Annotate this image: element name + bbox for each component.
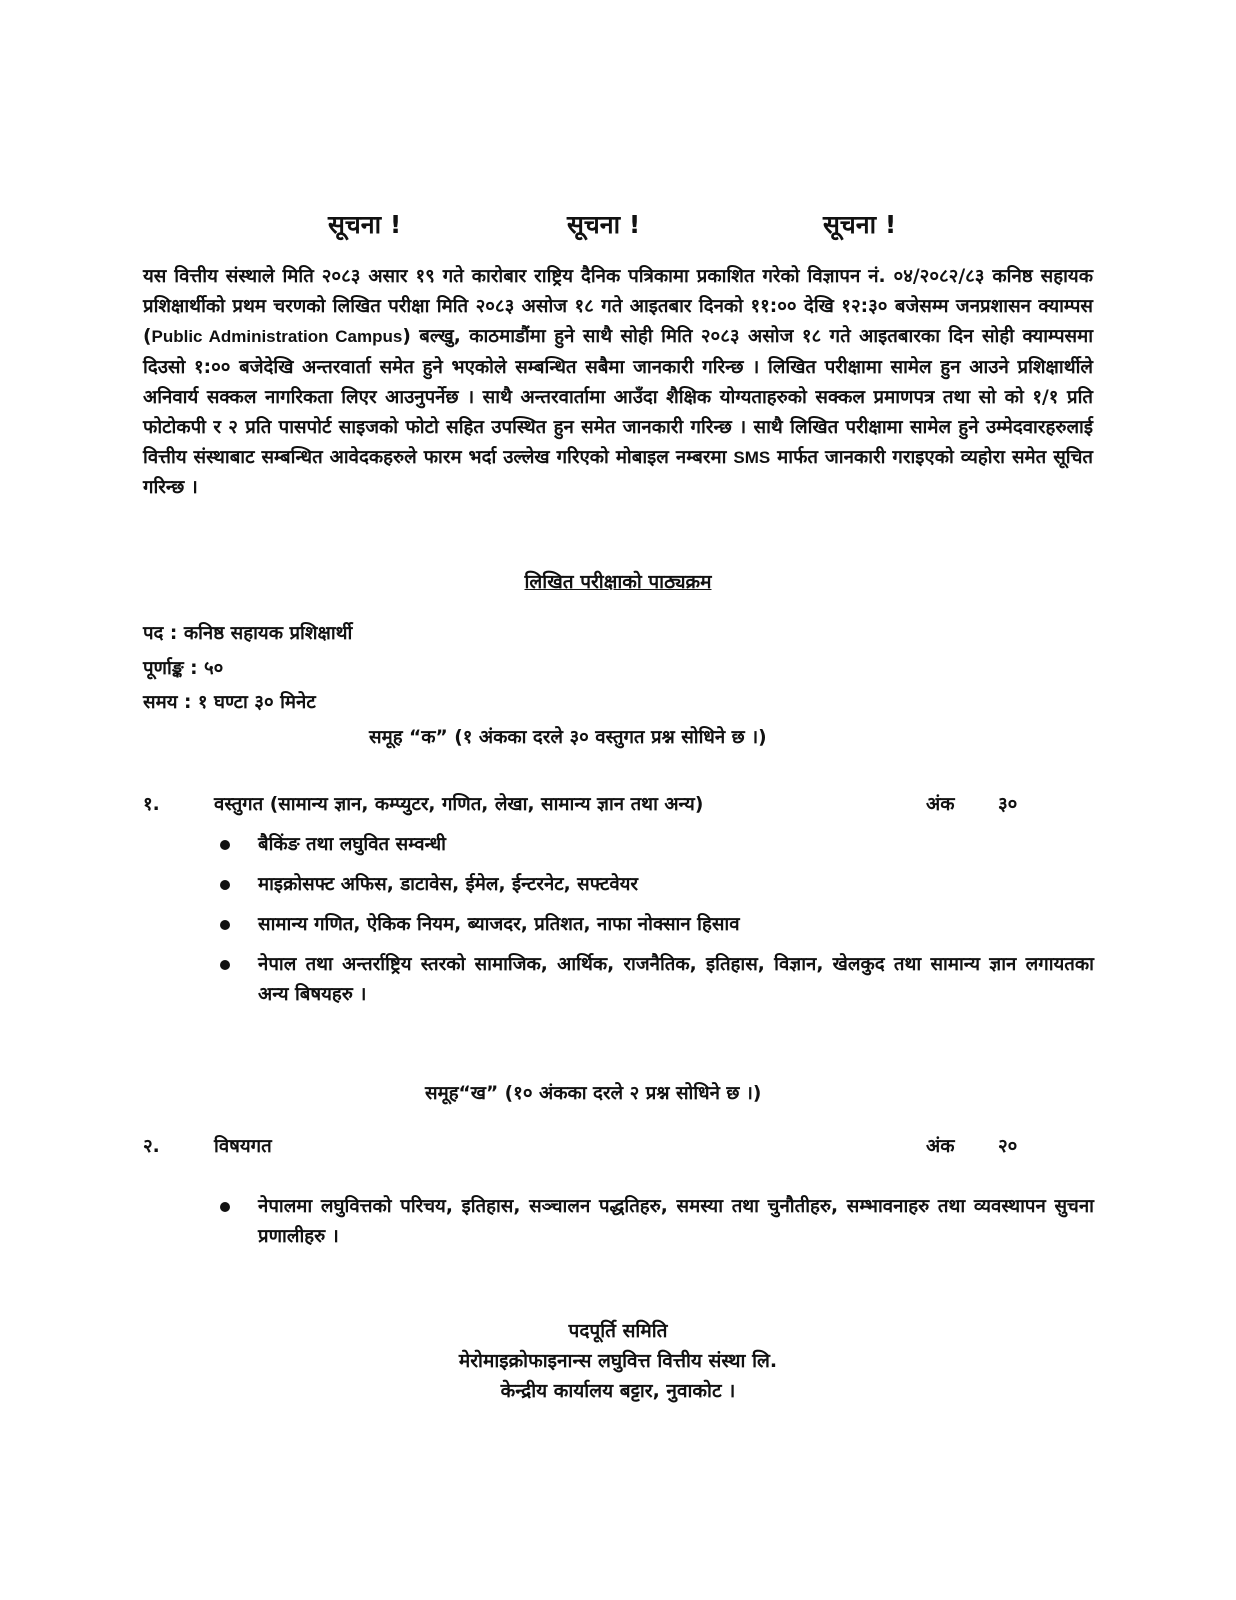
section-number: १. [143,794,160,815]
list-item-text: नेपाल तथा अन्तर्राष्ट्रिय स्तरको सामाजिक, आर्थिक, राजनैतिक, इतिहास, विज्ञान, खेलकुद तथा सामान्य ज्ञान लगायतका अन्य बिषयहरु । [258,954,1094,1005]
full-marks-info: पूर्णाङ्क : ५० [143,658,224,679]
list-item-text: बैकिंङ तथा लघुवित सम्वन्धी [258,834,446,855]
office-address: केन्द्रीय कार्यालय बट्टार, नुवाकोट । [500,1380,736,1402]
section-title: विषयगत [214,1136,272,1157]
notice-text-part-3: मार्फत जानकारी गराइएको व्यहोरा समेत सूचित गरिन्छ । [143,447,1093,499]
section-title: वस्तुगत (सामान्य ज्ञान, कम्प्युटर, गणित, लेखा, सामान्य ज्ञान तथा अन्य) [214,794,704,815]
list-item-text: नेपालमा लघुवित्तको परिचय, इतिहास, सञ्चालन पद्धतिहरु, समस्या तथा चुनौतीहरु, सम्भावनाहरु तथा व्यवस्थापन सुचना प्रणालीहरु । [258,1196,1094,1247]
subjective-topics-list [214,1192,1094,1262]
signature-block [0,1316,1236,1406]
list-item [214,830,1094,860]
notice-text-part-1: यस वित्तीय संस्थाले मिति २०८३ असार १९ गते कारोबार राष्ट्रिय दैनिक पत्रिकामा प्रकाशित गरेको विज्ञापन नं. ०४/२०८२/८३ कनिष्ठ सहायक प्रशिक्षार्थीको प्रथम चरणको लिखित परीक्षा मिति २०८३ असोज १८ गते आइतबार दिनको ११:०० देखि १२:३० बजेसम्म जनप्रशासन क्याम्पस ( [143,266,1093,348]
group-b-heading: समूह“ख” (१० अंकका दरले २ प्रश्न सोधिने छ ।) [425,1083,762,1104]
notice-heading-2: सूचना ! [567,210,641,239]
objective-topics-list [214,830,1094,1020]
post-info: पद : कनिष्ठ सहायक प्रशिक्षार्थी [143,623,353,644]
bullet-dot-icon [220,880,230,890]
list-item-text: सामान्य गणित, ऐकिक नियम, ब्याजदर, प्रतिशत, नाफा नोक्सान हिसाव [258,914,740,935]
syllabus-title: लिखित परीक्षाको पाठ्यक्रम [524,571,712,593]
time-info: समय : १ घण्टा ३० मिनेट [143,692,316,713]
bullet-dot-icon [220,920,230,930]
marks-value: ३० [998,794,1018,815]
notice-heading-3: सूचना ! [823,210,897,239]
group-a-heading: समूह “क” (१ अंकका दरले ३० वस्तुगत प्रश्न सोधिने छ ।) [369,727,767,748]
organization-name: मेरोमाइक्रोफाइनान्स लघुवित्त वित्तीय संस्था लि. [458,1350,778,1372]
list-item [214,1192,1094,1252]
bullet-dot-icon [220,1202,230,1212]
bullet-dot-icon [220,840,230,850]
sms-label: SMS [733,448,771,468]
marks-label: अंक [926,794,955,815]
committee-name: पदपूर्ति समिति [568,1320,668,1342]
section-number: २. [143,1136,160,1157]
list-item [214,870,1094,900]
list-item-text: माइक्रोसफ्ट अफिस, डाटावेस, ईमेल, ईन्टरनेट, सफ्टवेयर [258,874,639,895]
bullet-dot-icon [220,960,230,970]
notice-heading-1: सूचना ! [328,210,402,239]
notice-paragraph [143,262,1093,504]
list-item [214,910,1094,940]
campus-name-english: Public Administration Campus [151,327,403,347]
marks-value: २० [998,1136,1018,1157]
notice-headings [0,207,1236,247]
marks-label: अंक [926,1136,955,1157]
list-item [214,950,1094,1010]
notice-text-part-2: ) बल्खु, काठमाडौंमा हुने साथै सोही मिति २०८३ असोज १८ गते आइतबारका दिन सोही क्याम्पसमा दिउसो १:०० बजेदेखि अन्तरवार्ता समेत हुने भएकोले सम्बन्धित सबैमा जानकारी गरिन्छ । लिखित परीक्षामा सामेल हुन आउने प्रशिक्षार्थीले अनिवार्य सक्कल नागरिकता लिएर आउनुपर्नेछ । साथै अन्तरवार्तामा आउँदा शैक्षिक योग्यताहरुको सक्कल प्रमाणपत्र तथा सो को १/१ प्रति फोटोकपी र २ प्रति पासपोर्ट साइजको फोटो सहित उपस्थित हुन समेत जानकारी गरिन्छ । साथै लिखित परीक्षामा सामेल हुने उम्मेदवारहरुलाई वित्तीय संस्थाबाट सम्बन्धित आवेदकहरुले फारम भर्दा उल्लेख गरिएको मोबाइल नम्बरमा [143,326,1094,469]
